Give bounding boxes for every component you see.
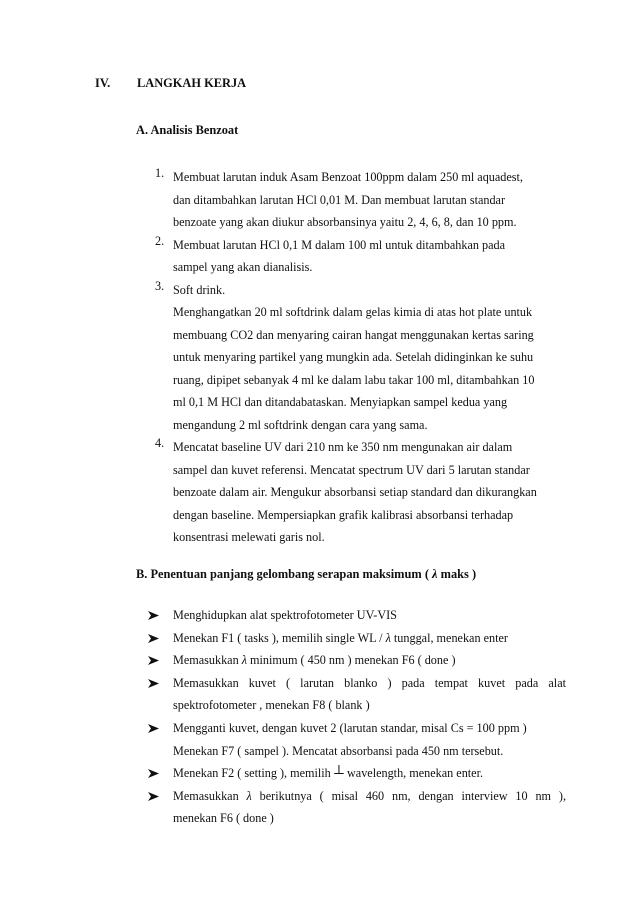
list-item	[148, 785, 566, 830]
lambda-symbol: λ	[241, 653, 247, 668]
text-fragment: Memasukkan	[173, 653, 242, 668]
subsection-a-title: A. Analisis Benzoat	[136, 123, 239, 137]
text-line: Menghangatkan 20 ml softdrink dalam gelas kimia di atas hot plate untuk	[173, 305, 533, 319]
list-item	[148, 717, 566, 762]
text-line	[173, 627, 566, 650]
text-line: Memasukkan kuvet ( larutan blanko ) pada tempat kuvet pada alat	[173, 675, 566, 690]
text-fragment: Menekan F1 ( tasks ), memilih single WL /	[173, 630, 386, 645]
text-line	[173, 785, 566, 808]
instrument-steps-list	[148, 604, 566, 830]
list-item	[148, 649, 566, 672]
text-fragment: Menekan F2 ( setting ), memilih	[173, 766, 331, 781]
subsection-b-title-prefix: B. Penentuan panjang gelombang serapan maksimum (	[136, 567, 433, 581]
list-marker: 4.	[155, 436, 165, 450]
text-fragment: wavelength, menekan enter.	[346, 766, 484, 781]
text-line: Mengganti kuvet, dengan kuvet 2 (larutan standar, misal Cs = 100 ppm )	[173, 720, 527, 735]
list-item	[155, 234, 575, 279]
text-line: benzoate dalam air. Mengukur absorbansi setiap standard dan dikurangkan	[173, 485, 537, 499]
arrowhead-bullet-icon	[148, 724, 159, 733]
arrowhead-bullet-icon	[148, 792, 159, 801]
list-item	[148, 672, 566, 717]
text-line	[173, 762, 566, 785]
text-line: Mencatat baseline UV dari 210 nm ke 350 nm mengunakan air dalam	[173, 440, 513, 454]
text-fragment: tunggal, menekan enter	[390, 630, 508, 645]
perpendicular-symbol: ⊥	[332, 762, 345, 778]
text-line: sampel dan kuvet referensi. Mencatat spectrum UV dari 5 larutan standar	[173, 462, 530, 477]
text-fragment: Memasukkan	[173, 788, 247, 803]
list-marker: 1.	[155, 166, 165, 180]
lambda-symbol: λ	[385, 630, 391, 645]
text-line: Menghidupkan alat spektrofotometer UV-VIS	[173, 608, 397, 622]
arrowhead-bullet-icon	[148, 656, 159, 665]
procedure-list	[155, 166, 575, 549]
text-line: dengan baseline. Mempersiapkan grafik kalibrasi absorbansi terhadap	[173, 507, 514, 522]
text-line: sampel yang akan dianalisis.	[173, 260, 313, 274]
section-number: IV.	[95, 76, 111, 90]
text-line	[173, 649, 566, 672]
lambda-symbol: λ	[246, 788, 252, 803]
text-line: mengandung 2 ml softdrink dengan cara yang sama.	[173, 417, 428, 432]
list-item	[148, 627, 566, 650]
text-line: dan ditambahkan larutan HCl 0,01 M. Dan membuat larutan standar	[173, 192, 506, 207]
list-item	[155, 279, 575, 437]
arrowhead-bullet-icon	[148, 769, 159, 778]
text-line: Menekan F7 ( sampel ). Mencatat absorbansi pada 450 nm tersebut.	[173, 743, 504, 758]
text-line: untuk menyaring partikel yang mungkin ada. Setelah didinginkan ke suhu	[173, 350, 534, 364]
text-line: membuang CO2 dan menyaring cairan hangat menggunakan kertas saring	[173, 327, 534, 342]
list-item	[148, 604, 566, 627]
text-line: Membuat larutan HCl 0,1 M dalam 100 ml untuk ditambahkan pada	[173, 237, 506, 252]
arrowhead-bullet-icon	[148, 679, 159, 688]
list-marker: 2.	[155, 233, 165, 248]
list-item	[148, 762, 566, 785]
text-line: Soft drink.	[173, 282, 226, 297]
subsection-b-title-suffix: maks )	[437, 567, 477, 581]
section-heading	[95, 76, 246, 91]
text-line: benzoate yang akan diukur absorbansinya yaitu 2, 4, 6, 8, dan 10 ppm.	[173, 215, 517, 229]
text-line: menekan F6 ( done )	[173, 811, 274, 826]
text-line: ml 0,1 M HCl dan ditandabataskan. Menyiapkan sampel kedua yang	[173, 395, 508, 409]
text-fragment: minimum ( 450 nm ) menekan F6 ( done )	[247, 653, 456, 668]
list-item	[155, 436, 575, 549]
text-line: konsentrasi melewati garis nol.	[173, 530, 325, 544]
text-line: spektrofotometer , menekan F8 ( blank )	[173, 698, 370, 713]
list-item	[155, 166, 575, 234]
arrowhead-bullet-icon	[148, 634, 159, 643]
text-fragment: berikutnya ( misal 460 nm, dengan interview 10 nm ),	[251, 788, 566, 803]
section-title: LANGKAH KERJA	[137, 76, 247, 90]
arrowhead-bullet-icon	[148, 611, 159, 620]
subsection-b-title	[136, 567, 476, 582]
text-line: ruang, dipipet sebanyak 4 ml ke dalam labu takar 100 ml, ditambahkan 10	[173, 372, 535, 387]
lambda-symbol: λ	[432, 567, 438, 581]
text-line: Membuat larutan induk Asam Benzoat 100ppm dalam 250 ml aquadest,	[173, 170, 523, 184]
list-marker: 3.	[155, 278, 165, 293]
